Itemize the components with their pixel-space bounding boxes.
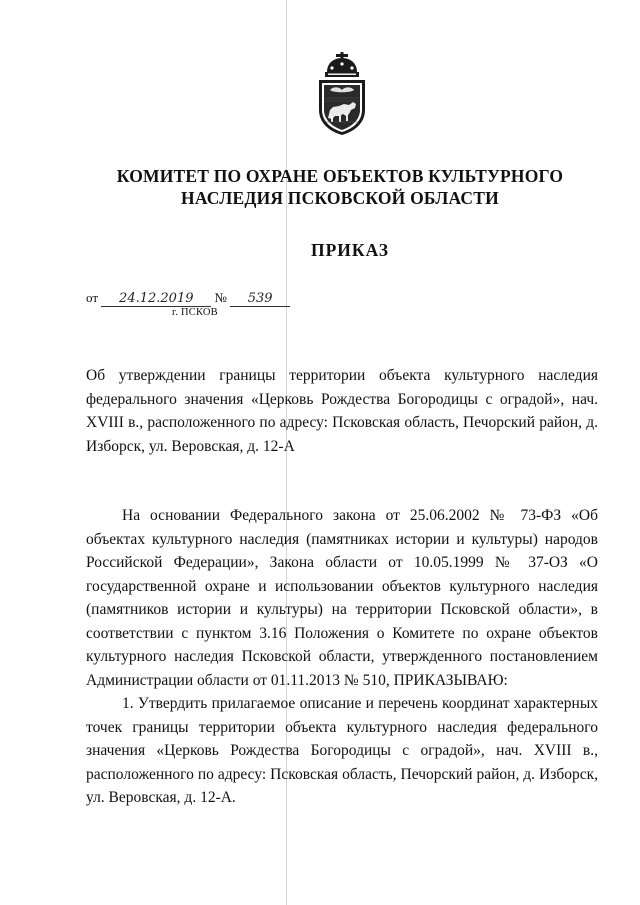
handwritten-date: 24.12.2019 [101,292,211,307]
handwritten-number: 539 [230,292,290,307]
city-label: г. ПСКОВ [172,307,218,318]
number-prefix: № [214,290,227,305]
order-subject: Об утверждении границы территории объекта культурного наследия федерального значения «Церковь Рождества Богородицы с оградой», нач. XVIII в., расположенного по адресу: Псковская область, Печорский район, д. Изборск, ул. Веровская, д. 12-А [86,367,598,455]
document-type-heading: ПРИКАЗ [310,240,390,260]
organization-title [60,165,620,209]
body-paragraph-basis: На основании Федерального закона от 25.06.2002 № 73-ФЗ «Об объектах культурного наследия (памятниках истории и культуры) народов Российской Федерации», Закона области от 10.05.1999 № 37-ОЗ «О государственной охране и использовании объектов культурного наследия (памятников истории и культуры) на территории Псковской области», в соответствии с пунктом 3.16 Положения о Комитете по охране объектов культурного наследия Псковской области, утвержденного постановлением Администрации области от 01.11.2013 № 510, ПРИКАЗЫВАЮ: [86,507,598,689]
date-prefix: от [86,290,99,305]
coat-of-arms-icon [313,52,371,136]
organization-title-line1: КОМИТЕТ ПО ОХРАНЕ ОБЪЕКТОВ КУЛЬТУРНОГО [116,166,564,186]
body-paragraph-item-1: 1. Утвердить прилагаемое описание и перечень координат характерных точек границы территории объекта культурного наследия федерального значения «Церковь Рождества Богородицы с оградой», нач. XVIII в., расположенного по адресу: Псковская область, Печорский район, д. Изборск, ул. Веровская, д. 12-А. [86,695,598,806]
organization-title-line2: НАСЛЕДИЯ ПСКОВСКОЙ ОБЛАСТИ [181,188,499,208]
order-body [86,504,598,810]
date-number-line [86,290,290,307]
